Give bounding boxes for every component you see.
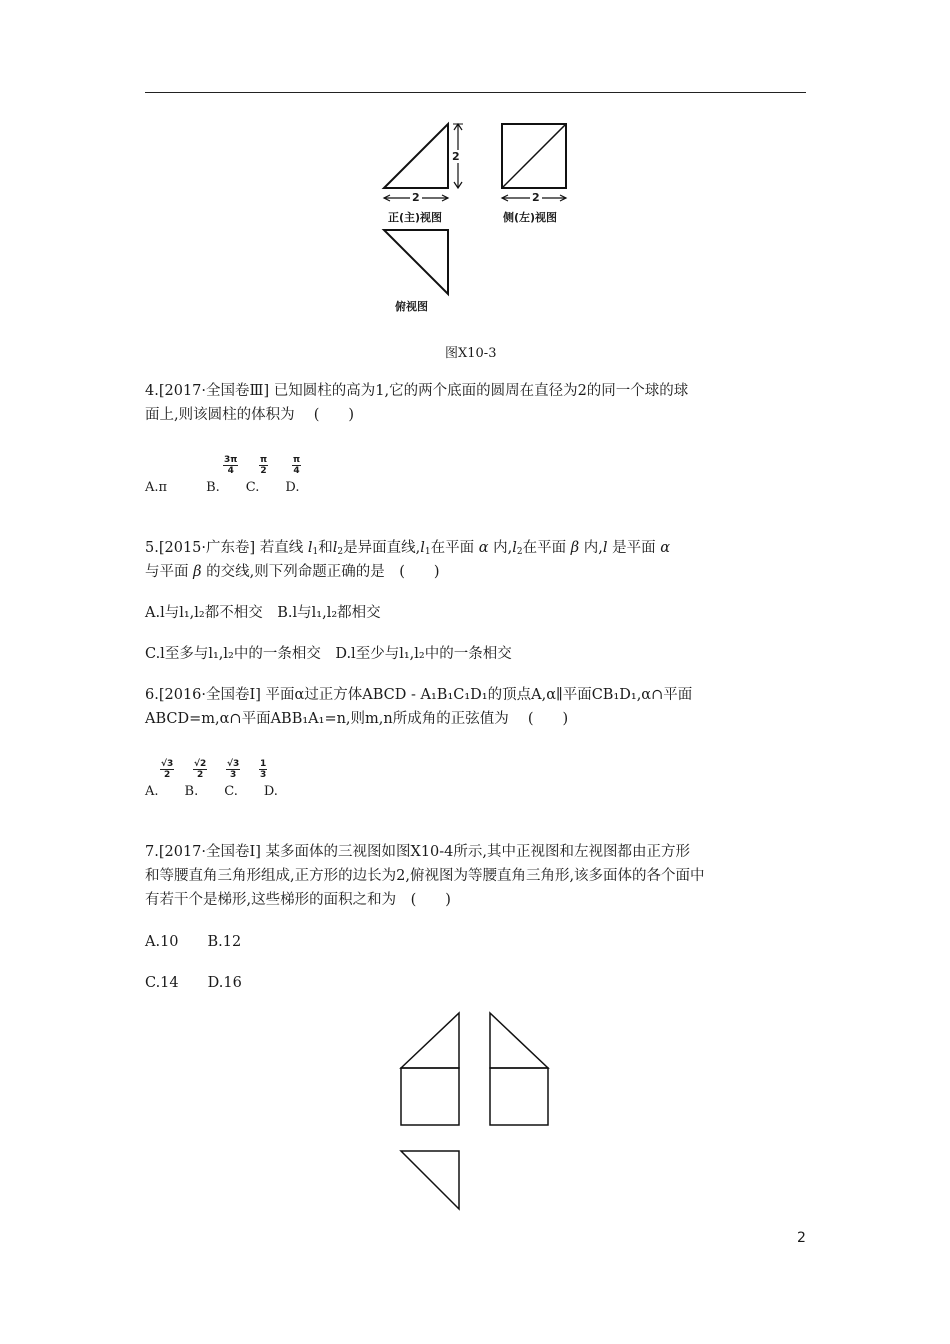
q7-side-view-figure (487, 1010, 552, 1128)
q7-front-view-figure (398, 1010, 463, 1128)
q5-line-2: 与平面 β 的交线,则下列命题正确的是 ( ) (145, 564, 440, 580)
q7-line-2: 和等腰直角三角形组成,正方形的边长为2,俯视图为等腰直角三角形,该多面体的各个面中 (145, 868, 705, 884)
q6-options: A. B. C. D. (145, 784, 278, 799)
page-number: 2 (797, 1230, 806, 1246)
q5-options-ab: A.l与l₁,l₂都不相交 B.l与l₁,l₂都相交 (145, 605, 381, 621)
q4-line-2: 面上,则该圆柱的体积为 ( ) (145, 407, 355, 423)
q4-option-c-fraction: $\frac{\pi}{2}$ (260, 455, 268, 476)
q6-option-a-fraction: $\frac{√3}{2}$ (161, 759, 174, 780)
front-view-height-dim: 2 (452, 150, 460, 163)
q4-options: A.π B. C. D. (145, 480, 300, 495)
q7-options-ab: A.10 B.12 (145, 934, 242, 950)
top-view-label: 俯视图 (395, 300, 428, 313)
front-view-figure (380, 118, 470, 210)
q5-line-1: 5.[2015·广东卷] 若直线 $l_1$和$l_2$是异面直线$,l_1$在平面 α 内$,l_2$在平面 β 内,l 是平面 α (145, 540, 670, 557)
front-view-label: 正(主)视图 (388, 211, 443, 224)
q6-line-2: ABCD=m,α∩平面ABB₁A₁=n,则m,n所成角的正弦值为 ( ) (145, 711, 569, 727)
top-view-figure (380, 226, 455, 298)
q6-option-c-fraction: $\frac{√3}{3}$ (227, 759, 240, 780)
q6-option-b-fraction: $\frac{√2}{2}$ (194, 759, 207, 780)
q5-options-cd: C.l至多与l₁,l₂中的一条相交 D.l至少与l₁,l₂中的一条相交 (145, 646, 512, 662)
q7-line-1: 7.[2017·全国卷Ⅰ] 某多面体的三视图如图X10-4所示,其中正视图和左视图都由正方形 (145, 844, 691, 860)
side-view-label: 侧(左)视图 (503, 211, 558, 224)
front-view-width-dim: 2 (412, 191, 420, 204)
q7-options-cd: C.14 D.16 (145, 975, 242, 991)
q4-option-b-fraction: $\frac{3\pi}{4}$ (224, 455, 238, 476)
q4-option-d-fraction: $\frac{\pi}{4}$ (293, 455, 301, 476)
q4-line-1: 4.[2017·全国卷Ⅲ] 已知圆柱的高为1,它的两个底面的圆周在直径为2的同一个球的球 (145, 383, 689, 399)
figure-caption-x10-3: 图X10-3 (445, 346, 497, 361)
q7-line-3: 有若干个是梯形,这些梯形的面积之和为 ( ) (145, 892, 451, 908)
q6-line-1: 6.[2016·全国卷Ⅰ] 平面α过正方体ABCD - A₁B₁C₁D₁的顶点A,α∥平面CB₁D₁,α∩平面 (145, 687, 693, 703)
q7-top-view-figure (398, 1148, 463, 1213)
q6-option-d-fraction: $\frac{1}{3}$ (260, 759, 267, 780)
header-rule (145, 92, 806, 93)
side-view-width-dim: 2 (532, 191, 540, 204)
